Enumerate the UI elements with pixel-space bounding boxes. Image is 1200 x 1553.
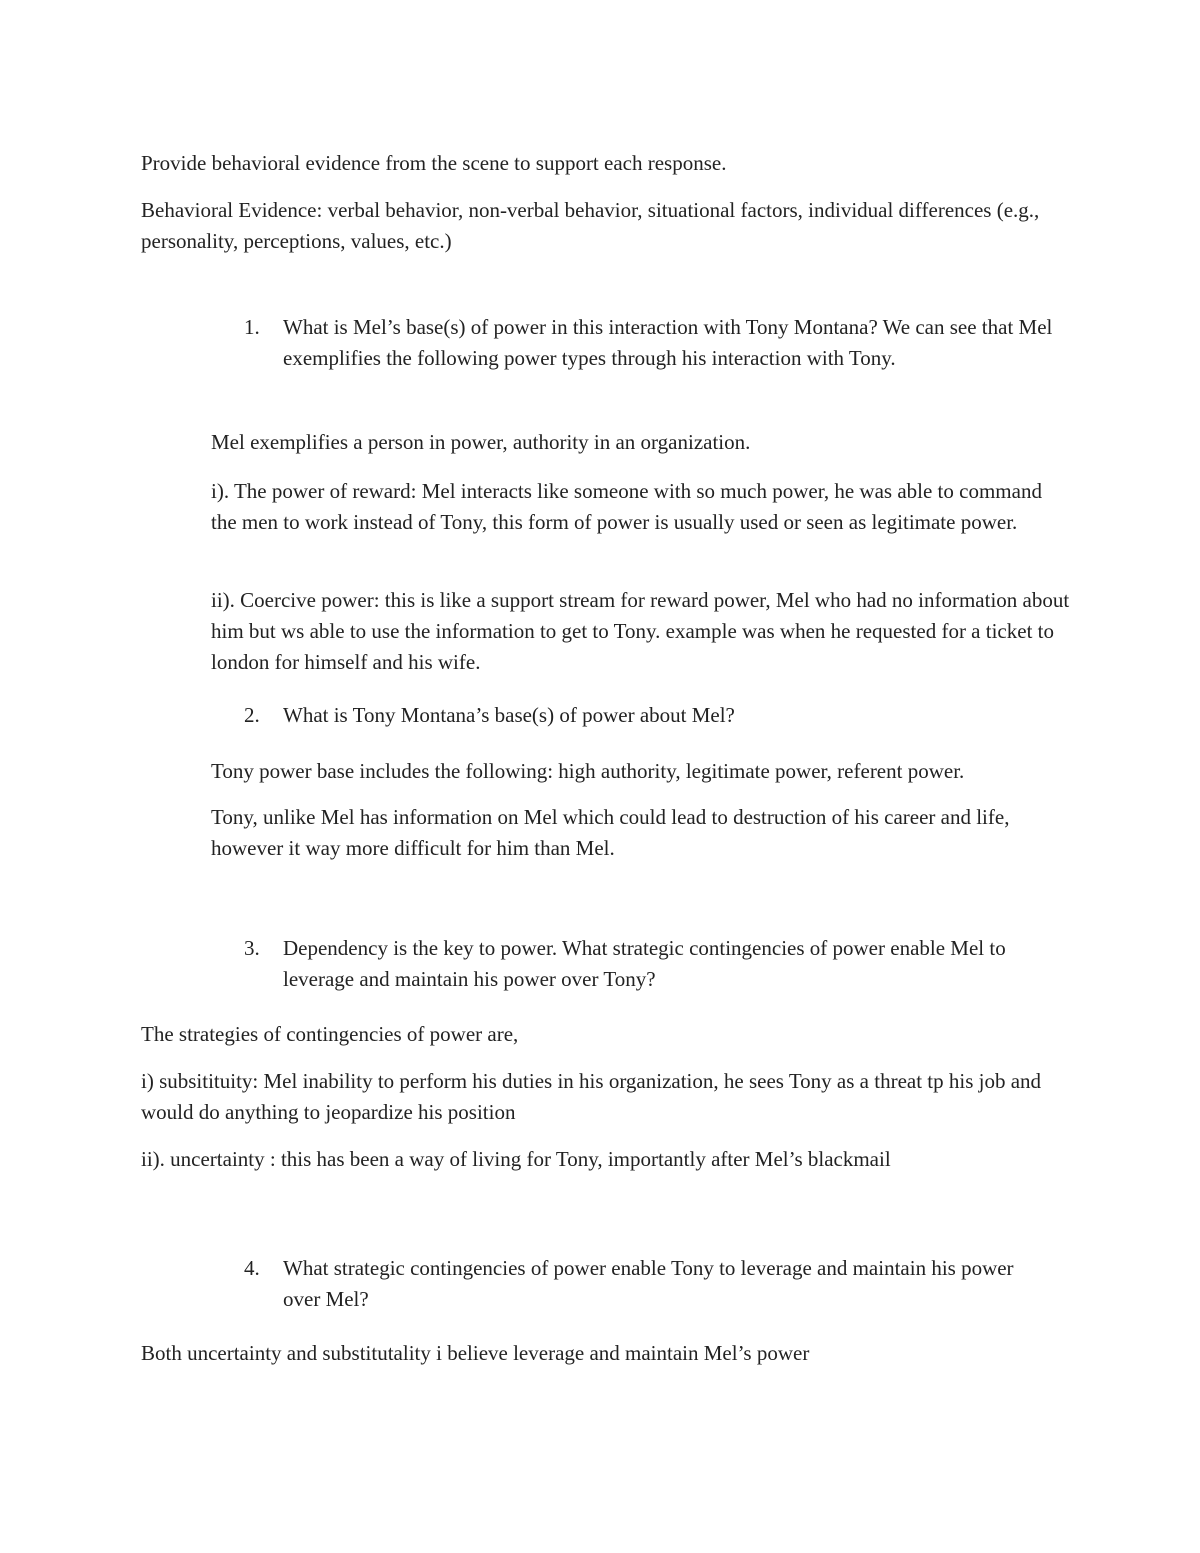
question-3-text: Dependency is the key to power. What strategic contingencies of power enable Mel to leverage and maintain his power over Tony?: [283, 936, 1006, 991]
answer-2-power-base: Tony power base includes the following: high authority, legitimate power, referent power.: [211, 759, 965, 783]
answer-1-coercive-power: ii). Coercive power: this is like a support stream for reward power, Mel who had no information about him but ws able to use the information to get to Tony. example was when he requested for a ticket to london for himself and his wife.: [211, 588, 1070, 674]
question-1-text: What is Mel’s base(s) of power in this interaction with Tony Montana? We can see that Mel exemplifies the following power types through his interaction with Tony.: [283, 315, 1053, 370]
instruction-text: Provide behavioral evidence from the scene to support each response.: [141, 151, 727, 175]
question-2-text: What is Tony Montana’s base(s) of power about Mel?: [283, 703, 735, 727]
answer-2-information: Tony, unlike Mel has information on Mel which could lead to destruction of his career and life, however it way more difficult for him than Mel.: [211, 805, 1010, 860]
behavioral-evidence-definition: Behavioral Evidence: verbal behavior, non-verbal behavior, situational factors, individual differences (e.g., personality, perceptions, values, etc.): [141, 198, 1040, 253]
answer-4-text: Both uncertainty and substitutality i believe leverage and maintain Mel’s power: [141, 1341, 810, 1365]
answer-1-intro: Mel exemplifies a person in power, authority in an organization.: [211, 430, 751, 454]
question-1-number: 1.: [244, 315, 260, 339]
answer-3-substitutability: i) subsitituity: Mel inability to perform his duties in his organization, he sees Tony as a threat tp his job and would do anything to jeopardize his position: [141, 1069, 1042, 1124]
question-4-number: 4.: [244, 1256, 260, 1280]
answer-3-uncertainty: ii). uncertainty : this has been a way of living for Tony, importantly after Mel’s blackmail: [141, 1147, 891, 1171]
answer-3-intro: The strategies of contingencies of power are,: [141, 1022, 519, 1046]
answer-1-reward-power: i). The power of reward: Mel interacts like someone with so much power, he was able to command the men to work instead of Tony, this form of power is usually used or seen as legitimate power.: [211, 479, 1042, 534]
question-4-text: What strategic contingencies of power enable Tony to leverage and maintain his power over Mel?: [283, 1256, 1014, 1311]
question-3-number: 3.: [244, 936, 260, 960]
question-2-number: 2.: [244, 703, 260, 727]
